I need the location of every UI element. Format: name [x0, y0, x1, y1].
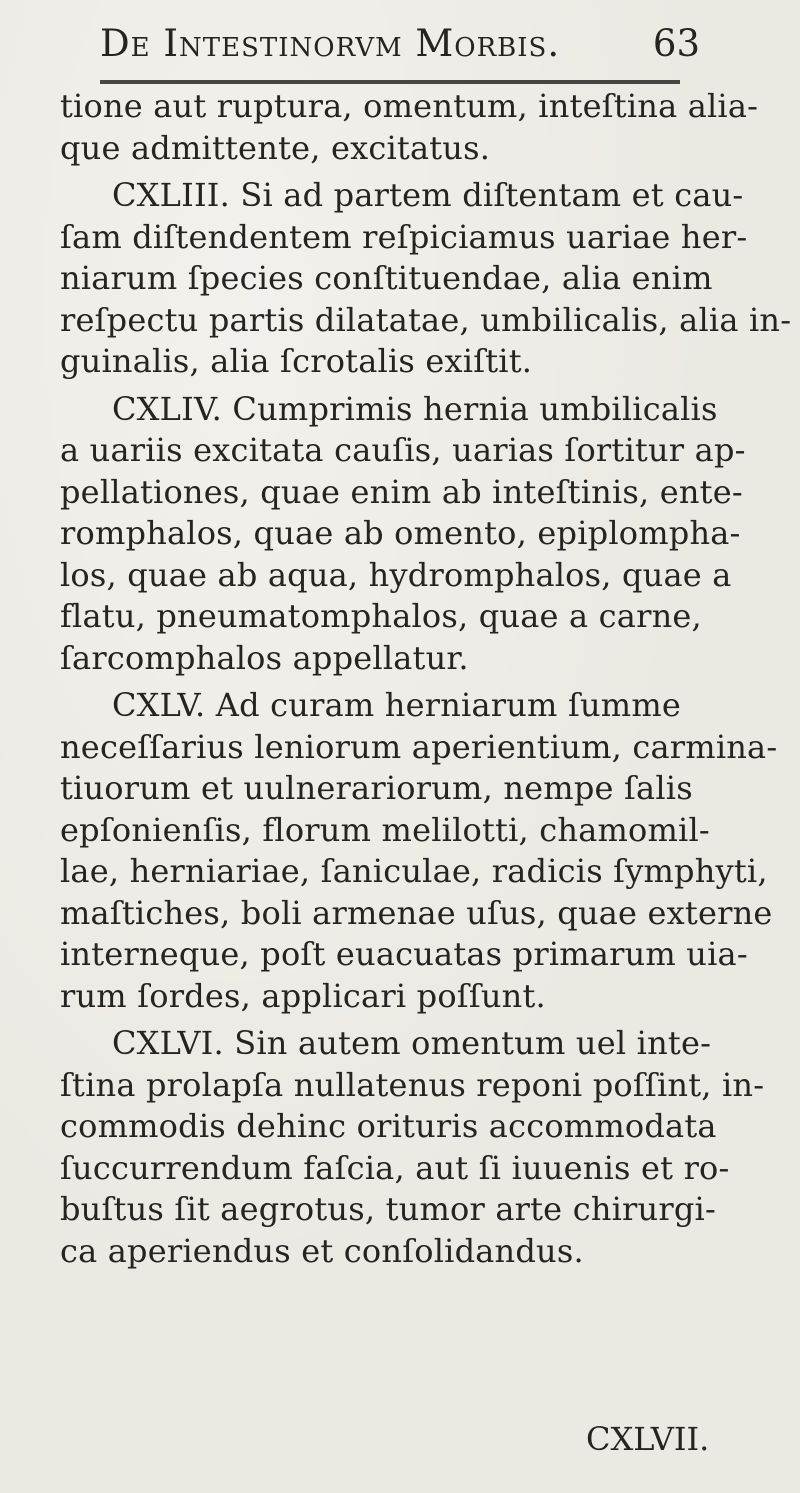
catchword: CXLVII. [586, 1420, 710, 1458]
section-cxlv-start: CXLV. Ad curam herniarum ſumme [112, 686, 682, 724]
text-line: ca aperiendus et conſolidandus. [60, 1231, 584, 1270]
text-line: flatu, pneumatomphalos, quae a carne, [60, 597, 702, 635]
text-line: tiuorum et uulnerariorum, nempe ſalis [60, 769, 693, 807]
text-line: romphalos, quae ab omento, epiplompha- [60, 514, 741, 552]
body-text [60, 86, 800, 1272]
text-line: tione aut ruptura, omentum, inteſtina alia- [60, 87, 759, 125]
text-line: que admittente, excitatus. [60, 128, 491, 167]
section-cxliii-start: CXLIII. Si ad partem diſtentam et cau- [112, 176, 744, 214]
section-cxliv-start: CXLIV. Cumprimis hernia umbilicalis [112, 389, 718, 428]
text-line: maſtiches, boli armenae uſus, quae externe [60, 893, 773, 932]
text-line: ſtina prolapſa nullatenus reponi poſſint, in- [60, 1065, 765, 1104]
section-cxlvi-start: CXLVI. Sin autem omentum uel inte- [112, 1024, 712, 1062]
text-line: ſuccurrendum faſcia, aut ſi iuuenis et ro- [60, 1148, 730, 1187]
text-line: niarum ſpecies conſtituendae, alia enim [60, 259, 713, 297]
text-line: interneque, poſt euacuatas primarum uia- [60, 935, 748, 973]
text-line: guinalis, alia ſcrotalis exiſtit. [60, 342, 533, 380]
text-line: los, quae ab aqua, hydromphalos, quae a [60, 555, 732, 594]
text-line: a uariis excitata cauſis, uarias ſortitur ap- [60, 431, 746, 469]
text-line: commodis dehinc orituris accommodata [60, 1107, 717, 1145]
text-line: ſam diſtendentem reſpiciamus uariae her- [60, 217, 748, 256]
text-line: rum ſordes, applicari poſſunt. [60, 976, 546, 1015]
header-rule [100, 80, 680, 84]
page-header [100, 16, 700, 72]
text-line: reſpectu partis dilatatae, umbilicalis, alia in- [60, 300, 792, 339]
text-line: epſonienſis, florum melilotti, chamomil- [60, 810, 710, 849]
text-line: buſtus ſit aegrotus, tumor arte chirurgi- [60, 1190, 716, 1228]
text-line: pellationes, quae enim ab inteſtinis, ente- [60, 472, 743, 511]
text-line: ſarcomphalos appellatur. [60, 638, 469, 677]
text-line: lae, herniariae, ſaniculae, radicis ſymphyti, [60, 852, 768, 890]
page-number: 63 [652, 22, 700, 65]
text-line: neceſſarius leniorum aperientium, carmina- [60, 727, 778, 766]
running-title: De Intestinorvm Morbis. [100, 22, 561, 65]
